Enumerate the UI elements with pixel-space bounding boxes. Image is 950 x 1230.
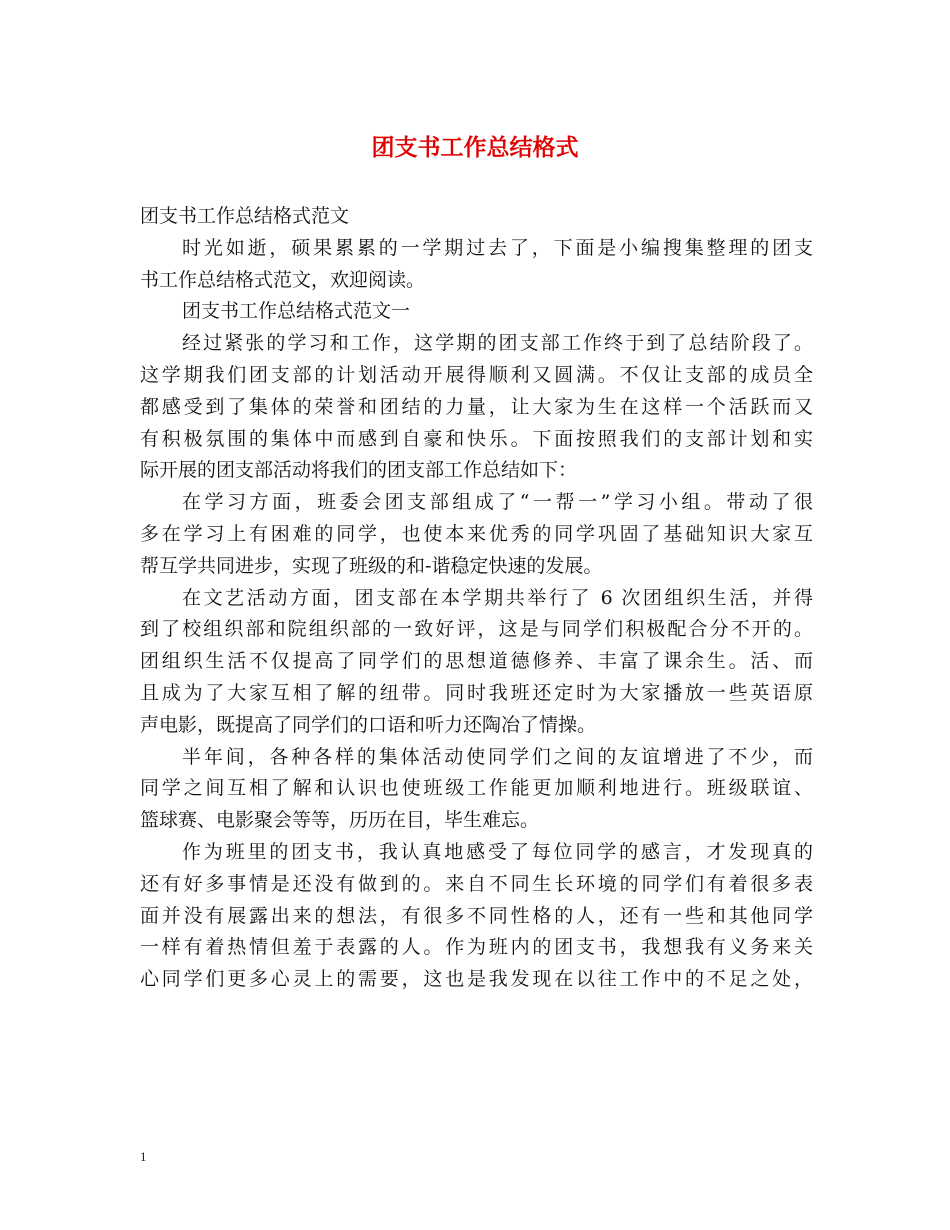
paragraph-line: 同学之间互相了解和认识也使班级工作能更加顺利地进行。班级联谊、 [140, 777, 813, 800]
paragraph-line: 多在学习上有困难的同学，也使本来优秀的同学巩固了基础知识大家互 [140, 522, 813, 545]
section-heading-line: 团支书工作总结格式范文一 [182, 300, 411, 323]
paragraph-line: 篮球赛、电影聚会等等，历历在目，毕生难忘。 [140, 809, 540, 832]
paragraph-line: 团组织生活不仅提高了同学们的思想道德修养、丰富了课余生。活、而 [140, 650, 813, 673]
paragraph-line: 作为班里的团支书，我认真地感受了每位同学的感言，才发现真的 [182, 840, 813, 863]
paragraph-line: 有积极氛围的集体中而感到自豪和快乐。下面按照我们的支部计划和实 [140, 427, 813, 450]
paragraph-line: 经过紧张的学习和工作，这学期的团支部工作终于到了总结阶段了。 [182, 332, 813, 355]
paragraph-line: 面并没有展露出来的想法，有很多不同性格的人，还有一些和其他同学 [140, 904, 813, 927]
paragraph-line: 心同学们更多心灵上的需要，这也是我发现在以往工作中的不足之处， [140, 968, 813, 991]
paragraph-line: 在学习方面，班委会团支部组成了“一帮一”学习小组。带动了很 [182, 491, 813, 514]
paragraph-line: 际开展的团支部活动将我们的团支部工作总结如下： [140, 459, 578, 482]
paragraph-line: 帮互学共同进步，实现了班级的和-谐稳定快速的发展。 [140, 554, 603, 577]
paragraph-line: 时光如逝，硕果累累的一学期过去了，下面是小编搜集整理的团支 [182, 236, 813, 259]
page-number: 1 [140, 1149, 147, 1164]
paragraph-line: 书工作总结格式范文，欢迎阅读。 [140, 268, 426, 291]
subtitle-line: 团支书工作总结格式范文 [140, 205, 350, 227]
document-title: 团支书工作总结格式 [371, 134, 579, 161]
paragraph-line: 在文艺活动方面，团支部在本学期共举行了 6 次团组织生活，并得 [182, 586, 813, 609]
paragraph-line: 到了校组织部和院组织部的一致好评，这是与同学们积极配合分不开的。 [140, 618, 813, 641]
paragraph-line: 一样有着热情但羞于表露的人。作为班内的团支书，我想我有义务来关 [140, 936, 813, 959]
paragraph-line: 这学期我们团支部的计划活动开展得顺利又圆满。不仅让支部的成员全 [140, 363, 813, 386]
paragraph-line: 且成为了大家互相了解的纽带。同时我班还定时为大家播放一些英语原 [140, 681, 813, 704]
paragraph-line: 半年间，各种各样的集体活动使同学们之间的友谊增进了不少，而 [182, 745, 813, 768]
paragraph-line: 还有好多事情是还没有做到的。来自不同生长环境的同学们有着很多表 [140, 872, 813, 895]
paragraph-line: 声电影，既提高了同学们的口语和听力还陶冶了情操。 [140, 713, 597, 736]
paragraph-line: 都感受到了集体的荣誉和团结的力量，让大家为生在这样一个活跃而又 [140, 395, 813, 418]
document-body [140, 201, 813, 996]
